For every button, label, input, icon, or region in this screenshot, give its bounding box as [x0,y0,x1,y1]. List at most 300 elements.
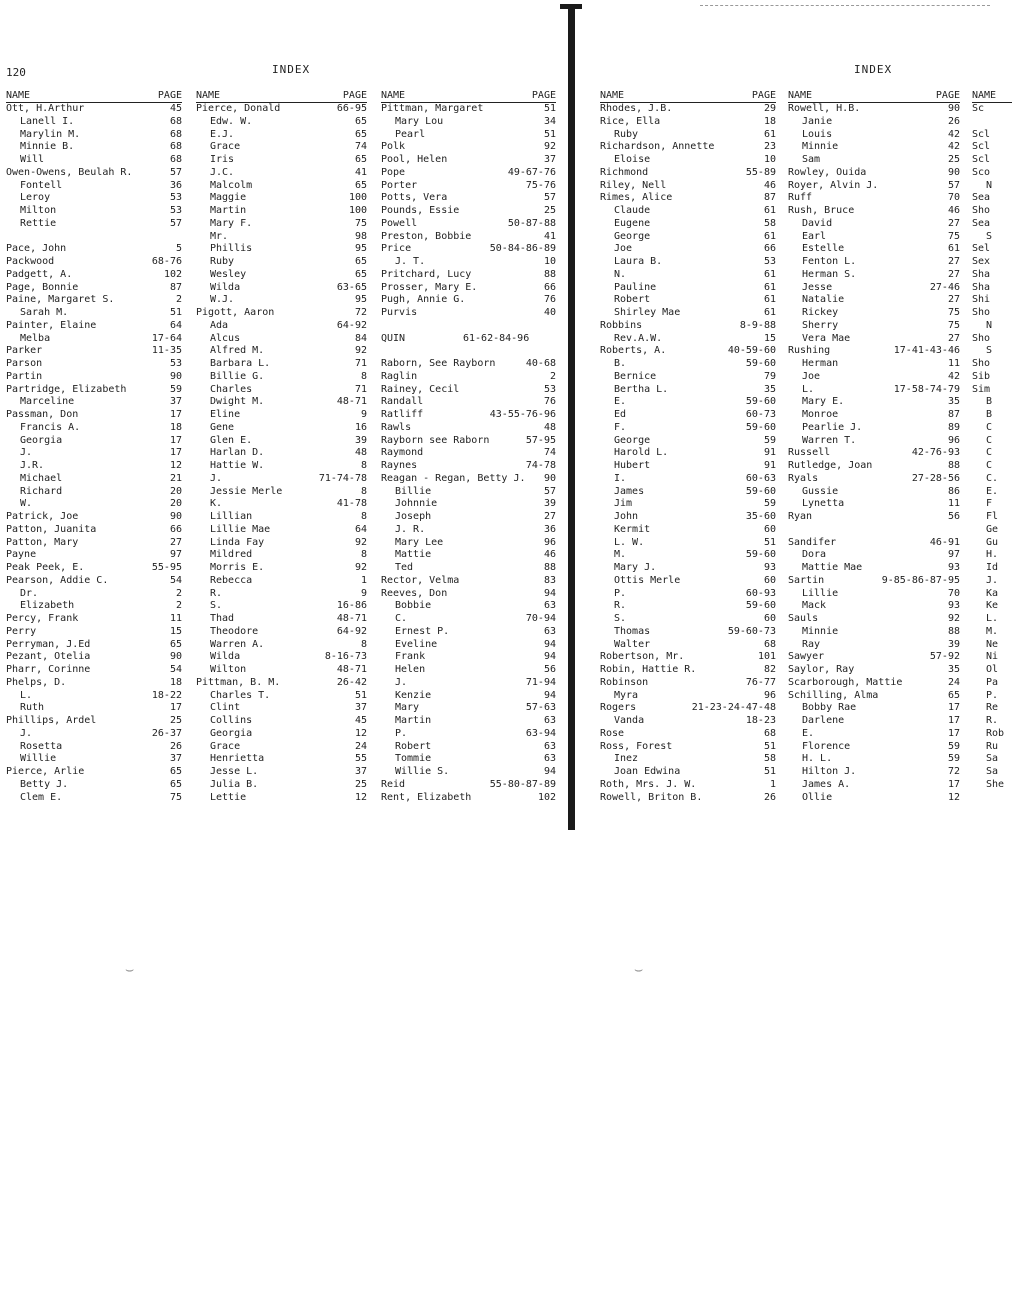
entry-page: 21-23-24-47-48 [691,702,776,714]
entry-page: 2 [175,600,182,612]
entry-page: 36 [543,523,556,535]
entry-page: 27 [169,536,182,548]
entry-name: B [986,396,993,408]
entry-name: John [614,511,639,522]
index-entry [972,192,1012,205]
entry-page: 35 [947,664,960,675]
entry-page: 60 [763,574,776,586]
index-entry [600,231,776,244]
index-entry [196,651,367,664]
entry-page: 97 [947,549,960,561]
entry-page: 26-37 [151,727,182,739]
entry-name: Lynetta [802,498,845,510]
index-entry [196,231,367,244]
index-entry [788,677,960,690]
entry-name: Sex [972,256,991,267]
index-entry [196,371,367,384]
entry-name: Richmond [600,166,649,178]
entry-page: 2 [549,370,556,382]
entry-page: 46-91 [929,536,960,548]
index-entry [6,333,182,346]
entry-page: 90 [543,472,556,484]
entry-page: 75 [947,230,960,242]
index-entry [196,677,367,690]
entry-page: 94 [543,689,556,701]
entry-page: 46 [763,179,776,191]
entry-name: Michael [20,472,63,484]
entry-page: 18-22 [151,689,182,701]
index-entry [6,192,182,205]
entry-page: 65 [354,179,367,191]
index-entry [788,141,960,154]
entry-name: Partin [6,370,43,382]
entry-page: 11 [947,498,960,510]
entry-name: Raborn, See Rayborn [381,358,496,369]
entry-page: 17 [169,447,182,459]
entry-name: Ada [210,319,229,331]
entry-page: 59-60 [745,396,776,408]
index-entry [972,333,1012,346]
entry-name: Inez [614,753,639,765]
entry-name: Packwood [6,256,55,267]
entry-name: Vera Mae [802,332,851,344]
entry-name: Saylor, Ray [788,664,855,675]
index-entry [6,307,182,320]
entry-name: Rainey, Cecil [381,383,460,395]
index-entry [788,779,960,792]
index-entry [196,282,367,295]
entry-name: Randall [381,396,424,408]
entry-name: Parson [6,358,43,369]
index-entry [196,320,367,333]
index-entry [788,422,960,435]
entry-name: Georgia [210,727,253,739]
entry-page: 27 [947,256,960,267]
index-entry [381,307,556,320]
index-entry [600,677,776,690]
entry-name: Ott, H.Arthur [6,103,85,114]
entry-page: 1 [769,778,776,790]
entry-page: 8-16-73 [324,651,367,663]
entry-name: Pharr, Corinne [6,664,91,675]
entry-name: J. R. [395,523,426,535]
entry-page: 71-94 [525,676,556,688]
index-entry [972,549,1012,562]
index-entry [788,473,960,486]
entry-name: Bobby Rae [802,702,857,714]
entry-name: Mary [395,702,420,714]
index-entry [788,537,960,550]
entry-name: Jesse L. [210,766,259,777]
index-entry [381,486,556,499]
index-entry [6,409,182,422]
entry-page: 39 [947,638,960,650]
entry-name: S. [614,613,627,624]
index-entry [972,626,1012,639]
entry-name: H. L. [802,753,833,765]
index-entry [600,129,776,142]
index-entry [972,702,1012,715]
entry-name: Richardson, Annette [600,141,715,153]
index-column [788,89,960,804]
page-header: PAGE [531,90,556,101]
index-entry [600,116,776,129]
entry-page: 58 [763,217,776,229]
entry-page: 71 [354,358,367,369]
entry-page: 37 [169,396,182,408]
entry-name: C [986,447,993,459]
index-entry [600,575,776,588]
index-entry [788,524,960,537]
entry-name: Patrick, Joe [6,511,79,522]
index-entry [972,231,1012,244]
index-entry [972,651,1012,664]
index-entry [600,498,776,511]
index-entry [6,741,182,754]
entry-page: 51 [763,536,776,548]
entry-name: E. [614,396,627,408]
index-entry [600,345,776,358]
index-entry [196,753,367,766]
entry-name: Painter, Elaine [6,319,97,331]
entry-name: N. [614,268,627,280]
index-entry [6,664,182,677]
index-entry [600,473,776,486]
column-header [788,89,960,103]
entry-page: 94 [543,766,556,777]
entry-page: 93 [947,600,960,612]
index-entry [6,728,182,741]
index-entry [381,549,556,562]
entry-name: Patton, Juanita [6,523,97,535]
entry-name: Claude [614,205,651,216]
entry-page: 56 [947,511,960,522]
entry-page: 68 [169,141,182,153]
entry-name: Laura B. [614,256,663,267]
index-entry [600,396,776,409]
entry-name: Bobbie [395,600,432,612]
index-entry [6,320,182,333]
index-entry [6,269,182,282]
entry-page: 40-68 [525,358,556,369]
entry-name: R. [614,600,627,612]
entry-page: 18-23 [745,715,776,726]
entry-name: Pittman, B. M. [196,676,281,688]
index-entry [788,205,960,218]
entry-page: 86 [947,485,960,497]
entry-page: 29 [763,103,776,114]
index-entry [196,473,367,486]
entry-name: Ruff [788,192,813,204]
entry-page: 40-59-60 [727,345,776,357]
entry-name: Phillips, Ardel [6,715,97,726]
index-entry [381,218,556,231]
index-entry [6,677,182,690]
index-entry [788,766,960,779]
index-entry [972,154,1012,167]
entry-page: 17 [169,434,182,446]
index-entry [196,116,367,129]
entry-name: E.J. [210,128,235,140]
index-entry [6,779,182,792]
entry-name: C [986,421,993,433]
entry-page: 35 [763,383,776,395]
index-entry [972,307,1012,320]
entry-page: 24 [354,740,367,752]
index-entry [6,358,182,371]
index-entry [788,320,960,333]
entry-page: 61 [947,243,960,255]
entry-page: 55-80-87-89 [489,778,556,790]
entry-name: Patton, Mary [6,536,79,548]
index-entry [788,409,960,422]
index-entry [381,141,556,154]
entry-name: Harold L. [614,447,669,459]
entry-name: Rebecca [210,574,253,586]
index-entry [196,129,367,142]
index-entry [381,205,556,218]
entry-page: 39 [543,498,556,510]
entry-name: Ruby [614,128,639,140]
index-entry [600,549,776,562]
entry-name: Sel [972,243,991,255]
index-entry [972,639,1012,652]
entry-page: 75 [169,791,182,803]
index-entry [600,205,776,218]
entry-name: Earl [802,230,827,242]
index-entry [600,651,776,664]
index-entry [381,664,556,677]
index-entry [788,511,960,524]
entry-page: 48-71 [336,664,367,675]
entry-name: Sa [986,766,999,777]
index-entry [972,677,1012,690]
entry-name: Sartin [788,574,825,586]
index-entry [972,256,1012,269]
entry-name: Porter [381,179,418,191]
index-entry [788,600,960,613]
entry-page: 12 [354,791,367,803]
entry-name: Sauls [788,613,819,624]
index-entry [600,103,776,116]
entry-page: 75-76 [525,179,556,191]
right-page-title: INDEX [854,63,893,76]
entry-page: 92 [354,345,367,357]
entry-name: Mary Lee [395,536,444,548]
entry-name: Robin, Hattie R. [600,664,697,675]
entry-page: 68 [169,115,182,127]
entry-page: 61-62-84-96 [463,332,530,344]
entry-page: 61 [763,205,776,216]
entry-page: 46 [543,549,556,561]
index-entry [6,639,182,652]
entry-page: 8 [360,485,367,497]
entry-page: 65 [354,268,367,280]
entry-name: Charles [210,383,253,395]
index-entry [788,715,960,728]
index-entry [6,435,182,448]
index-entry [788,167,960,180]
entry-page: 76 [543,294,556,306]
index-entry [381,435,556,448]
index-entry [600,626,776,639]
entry-page: 57 [169,217,182,229]
entry-page: 37 [354,702,367,714]
entry-page: 95 [354,243,367,255]
index-entry [600,141,776,154]
index-entry [381,103,556,116]
index-entry [381,294,556,307]
entry-page: 66 [543,281,556,293]
index-entry [6,447,182,460]
entry-page: 70 [947,587,960,599]
entry-page: 57-95 [525,434,556,446]
index-entry [972,129,1012,142]
entry-name: Purvis [381,307,418,318]
index-entry [600,792,776,805]
index-entry [972,486,1012,499]
index-entry [196,333,367,346]
entry-name: Sea [972,192,991,204]
index-entry [196,256,367,269]
entry-page: 25 [354,778,367,790]
index-entry [972,511,1012,524]
index-entry [972,205,1012,218]
entry-name: Elizabeth [20,600,75,612]
index-entry [196,741,367,754]
index-entry [6,396,182,409]
entry-name: Ottis Merle [614,574,681,586]
entry-page: 57-92 [929,651,960,663]
index-entry [381,473,556,486]
entry-page: 74-78 [525,460,556,471]
name-header: NAME [381,90,406,101]
index-entry [6,651,182,664]
entry-page: 12 [354,727,367,739]
entry-page: 34 [543,115,556,127]
entry-name: Sho [972,358,991,369]
entry-page: 45 [354,715,367,726]
entry-page: 59 [947,740,960,752]
entry-name: Scl [972,128,991,140]
entry-name: Ol [986,664,999,675]
entry-page: 23 [763,141,776,153]
index-entry [6,690,182,703]
punch-mark: ⌣ [634,962,644,978]
entry-name: Rhodes, J.B. [600,103,673,114]
entry-page: 59-60 [745,600,776,612]
index-entry [196,384,367,397]
entry-name: Rayborn see Raborn [381,434,490,446]
entry-name: Mary F. [210,217,253,229]
entry-name: Bernice [614,370,657,382]
entry-name: R. [210,587,223,599]
index-entry [381,256,556,269]
index-entry [381,167,556,180]
entry-name: Ke [986,600,999,612]
entry-name: Johnnie [395,498,438,510]
index-entry [381,333,556,346]
index-entry [600,409,776,422]
entry-name: L. W. [614,536,645,548]
entry-name: L. [986,613,999,624]
entry-page: 65 [354,115,367,127]
entry-name: Edw. W. [210,115,253,127]
index-entry [196,294,367,307]
entry-name: Marylin M. [20,128,81,140]
entry-name: H. [986,549,999,561]
entry-page: 51 [543,103,556,114]
entry-name: Reeves, Don [381,587,448,599]
entry-page: 45 [169,103,182,114]
entry-name: Rowell, H.B. [788,103,861,114]
entry-page: 66 [169,523,182,535]
column-header [600,89,776,103]
index-entry [972,524,1012,537]
page-header: PAGE [935,90,960,101]
entry-page: 43-55-76-96 [489,409,556,420]
index-entry [788,269,960,282]
entry-name: Thomas [614,625,651,637]
index-entry [381,715,556,728]
entry-name: Ollie [802,791,833,803]
index-entry [972,345,1012,358]
index-entry [381,192,556,205]
entry-name: C. [395,613,408,624]
entry-name: Martin [210,205,247,216]
index-entry [381,766,556,779]
entry-page: 66-95 [336,103,367,114]
index-entry [196,307,367,320]
entry-name: C [986,434,993,446]
index-column [972,89,1012,792]
entry-name: Henrietta [210,753,265,765]
entry-name: Billie G. [210,370,265,382]
entry-name: Sha [972,268,991,280]
index-entry [972,294,1012,307]
index-entry [6,715,182,728]
index-entry [972,575,1012,588]
entry-name: Joseph [395,511,432,522]
entry-name: E. [802,727,815,739]
entry-page: 48 [543,421,556,433]
entry-name: Morris E. [210,562,265,573]
index-entry [6,588,182,601]
entry-page: 63-65 [336,281,367,293]
entry-name: Pounds, Essie [381,205,460,216]
entry-name: Collins [210,715,253,726]
entry-name: Malcolm [210,179,253,191]
index-entry [788,664,960,677]
entry-name: Kenzie [395,689,432,701]
entry-name: Mary E. [802,396,845,408]
entry-page: 61 [763,307,776,318]
entry-name: Perry [6,625,37,637]
entry-name: W. [20,498,33,510]
entry-name: Warren A. [210,638,265,650]
entry-name: Lanell I. [20,115,75,127]
entry-name: Hubert [614,460,651,471]
entry-page: 5 [175,243,182,255]
entry-name: Ross, Forest [600,740,673,752]
index-entry [6,116,182,129]
entry-page: 48 [354,447,367,459]
index-entry [6,141,182,154]
entry-page: 92 [543,141,556,153]
index-entry [381,741,556,754]
entry-name: Mattie [395,549,432,561]
index-entry [972,358,1012,371]
